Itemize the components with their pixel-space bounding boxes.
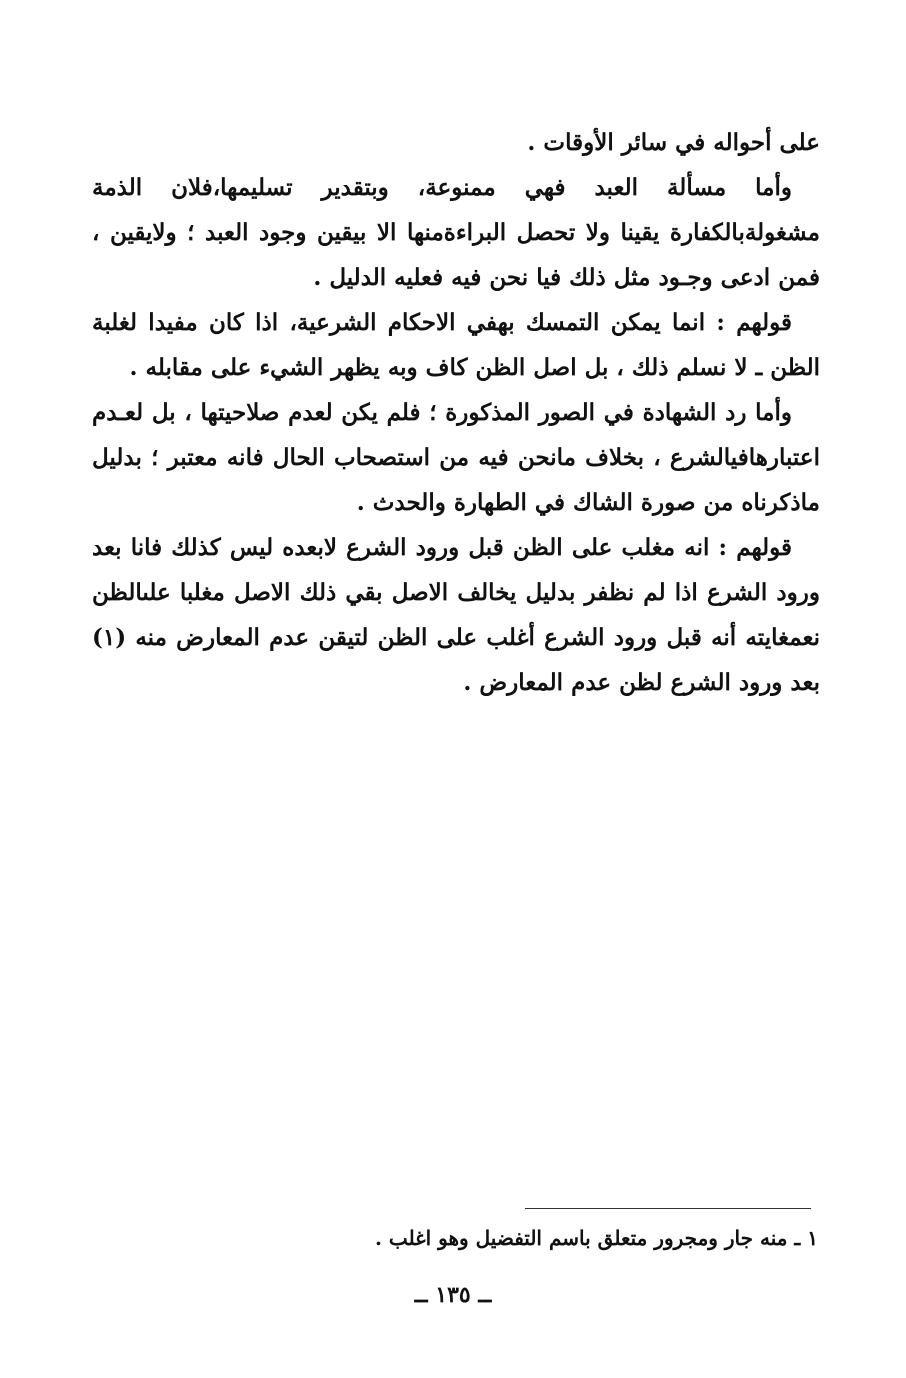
paragraph-4: وأما رد الشهادة في الصور المذكورة ؛ فلم يكن لعدم صلاحيتها ، بل لعـدم اعتبارهافيالشرع ، بخلاف مانحن فيه من استصحاب الحال فانه معتبر ؛ بدليل ماذكرناه من صورة الشاك في الطهارة والحدث . [92, 399, 820, 516]
body-text [92, 120, 820, 705]
page-number: ــ ١٣٥ ــ [414, 1282, 492, 1308]
footnote-divider [525, 1208, 811, 1209]
paragraph-2: وأما مسألة العبد فهي ممنوعة، وبتقدير تسليمها،فلان الذمة مشغولةبالكفارة يقينا ولا تحصل البراءةمنها الا بيقين وجود العبد ؛ ولايقين ، فمن ادعى وجـود مثل ذلك فيا نحن فيه فعليه الدليل . [92, 174, 820, 291]
footnote: ١ ـ منه جار ومجرور متعلق باسم التفضيل وهو اغلب . [375, 1226, 818, 1250]
paragraph-3: قولهم : انما يمكن التمسك بهفي الاحكام الشرعية، اذا كان مفيدا لغلبة الظن ـ لا نسلم ذلك ، بل اصل الظن كاف وبه يظهر الشيء على مقابله . [92, 309, 820, 381]
paragraph-1: على أحواله في سائر الأوقات . [527, 129, 820, 156]
paragraph-5: قولهم : انه مغلب على الظن قبل ورود الشرع لابعده ليس كذلك فانا بعد ورود الشرع اذا لم نظفر بدليل يخالف الاصل بقي ذلك الاصل مغلبا علىالظن نعمغايته أنه قبل ورود الشرع أغلب على الظن لتيقن عدم المعارض منه (١) بعد ورود الشرع لظن عدم المعارض . [92, 534, 820, 696]
